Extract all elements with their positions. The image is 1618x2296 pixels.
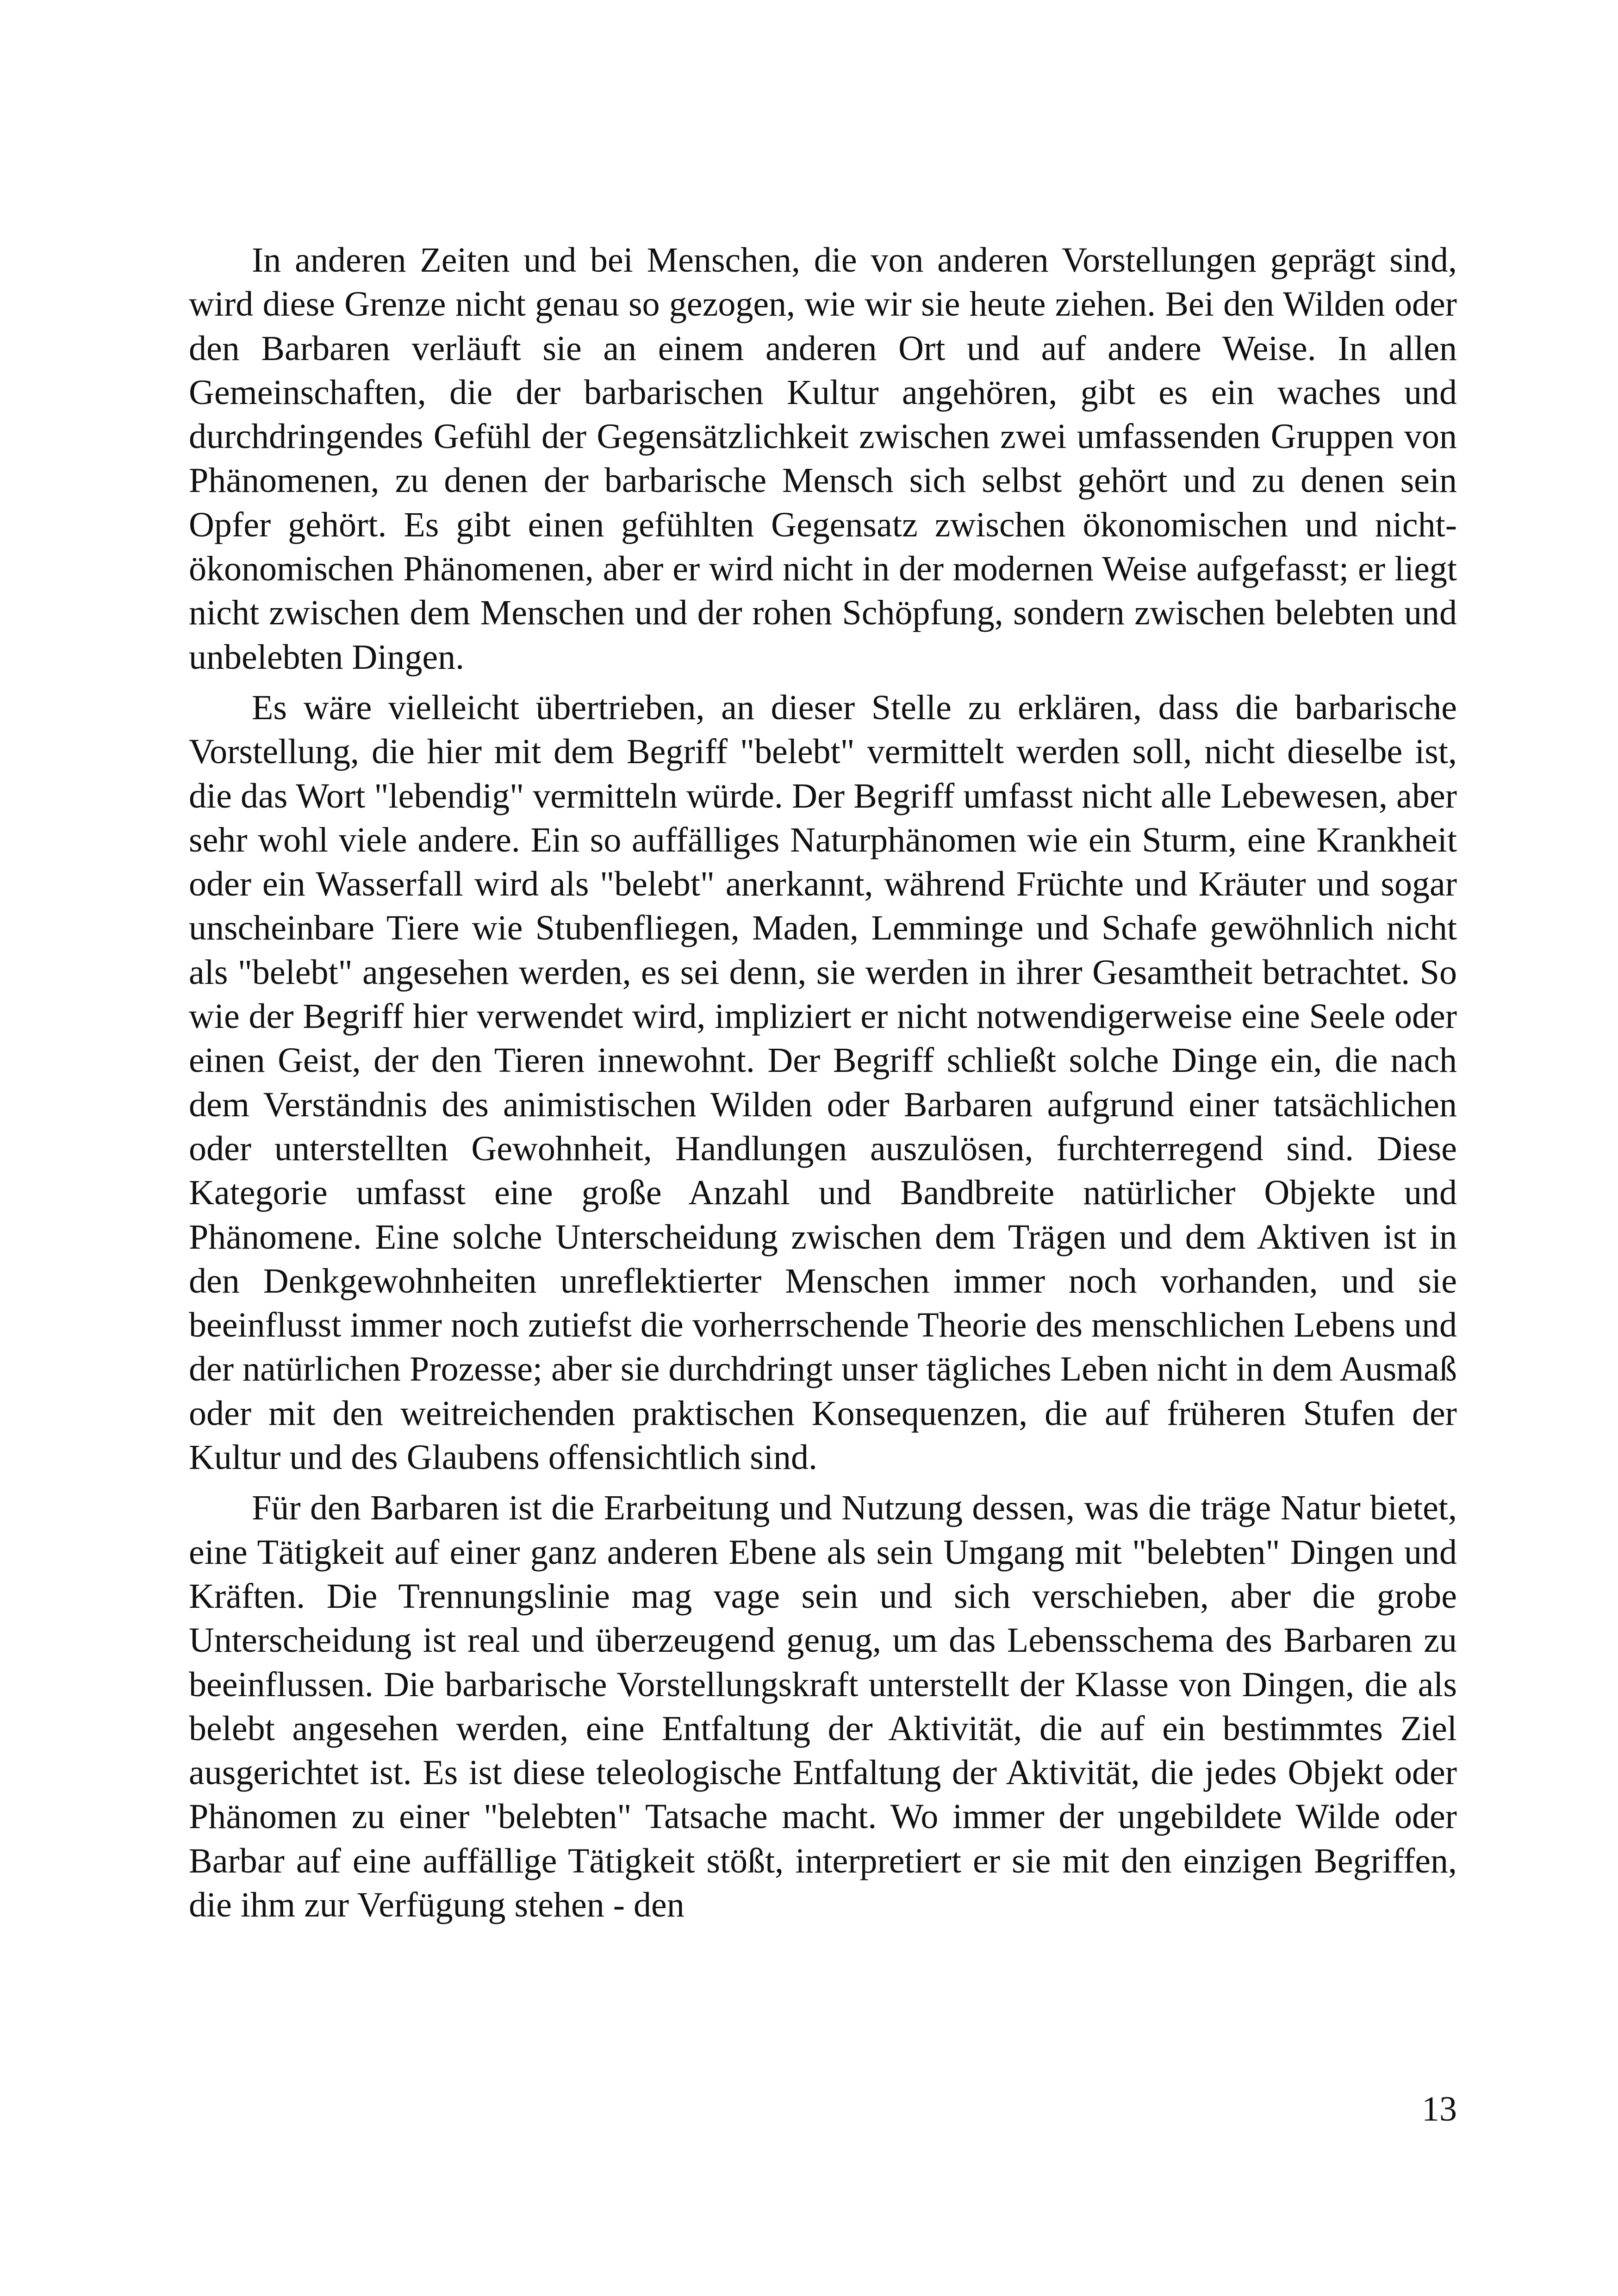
body-text	[189, 238, 1457, 1934]
page-number: 13	[1422, 2090, 1457, 2128]
paragraph-1: In anderen Zeiten und bei Menschen, die von anderen Vorstellungen geprägt sind, wird diese Grenze nicht genau so gezogen, wie wir sie heute ziehen. Bei den Wilden oder den Barbaren verläuft sie an einem anderen Ort und auf andere Weise. In allen Gemeinschaften, die der barbarischen Kultur angehören, gibt es ein waches und durchdringendes Gefühl der Gegensätzlichkeit zwischen zwei umfassenden Gruppen von Phänomenen, zu denen der barbarische Mensch sich selbst gehört und zu denen sein Opfer gehört. Es gibt einen gefühlten Gegensatz zwischen ökonomischen und nicht-ökonomischen Phänomenen, aber er wird nicht in der modernen Weise aufgefasst; er liegt nicht zwischen dem Menschen und der rohen Schöpfung, sondern zwischen belebten und unbelebten Dingen.	[189, 241, 1457, 677]
paragraph-2: Es wäre vielleicht übertrieben, an dieser Stelle zu erklären, dass die barbarische Vorstellung, die hier mit dem Begriff "belebt" vermittelt werden soll, nicht dieselbe ist, die das Wort "lebendig" vermitteln würde. Der Begriff umfasst nicht alle Lebewesen, aber sehr wohl viele andere. Ein so auffälliges Naturphänomen wie ein Sturm, eine Krankheit oder ein Wasserfall wird als "belebt" anerkannt, während Früchte und Kräuter und sogar unscheinbare Tiere wie Stubenfliegen, Maden, Lemminge und Schafe gewöhnlich nicht als "belebt" angesehen werden, es sei denn, sie werden in ihrer Gesamtheit betrachtet. So wie der Begriff hier verwendet wird, impliziert er nicht notwendigerweise eine Seele oder einen Geist, der den Tieren innewohnt. Der Begriff schließt solche Dinge ein, die nach dem Verständnis des animistischen Wilden oder Barbaren aufgrund einer tatsächlichen oder unterstellten Gewohnheit, Handlungen auszulösen, furchterregend sind. Diese Kategorie umfasst eine große Anzahl und Bandbreite natürlicher Objekte und Phänomene. Eine solche Unterscheidung zwischen dem Trägen und dem Aktiven ist in den Denkgewohnheiten unreflektierter Menschen immer noch vorhanden, und sie beeinflusst immer noch zutiefst die vorherrschende Theorie des menschlichen Lebens und der natürlichen Prozesse; aber sie durchdringt unser tägliches Leben nicht in dem Ausmaß oder mit den weitreichenden praktischen Konsequenzen, die auf früheren Stufen der Kultur und des Glaubens offensichtlich sind.	[189, 688, 1457, 1477]
paragraph-3: Für den Barbaren ist die Erarbeitung und Nutzung dessen, was die träge Natur bietet, eine Tätigkeit auf einer ganz anderen Ebene als sein Umgang mit "belebten" Dingen und Kräften. Die Trennungslinie mag vage sein und sich verschieben, aber die grobe Unterscheidung ist real und überzeugend genug, um das Lebensschema des Barbaren zu beeinflussen. Die barbarische Vorstellungskraft unterstellt der Klasse von Dingen, die als belebt angesehen werden, eine Entfaltung der Aktivität, die auf ein bestimmtes Ziel ausgerichtet ist. Es ist diese teleologische Entfaltung der Aktivität, die jedes Objekt oder Phänomen zu einer "belebten" Tatsache macht. Wo immer der ungebildete Wilde oder Barbar auf eine auffällige Tätigkeit stößt, interpretiert er sie mit den einzigen Begriffen, die ihm zur Verfügung stehen - den	[189, 1488, 1457, 1924]
